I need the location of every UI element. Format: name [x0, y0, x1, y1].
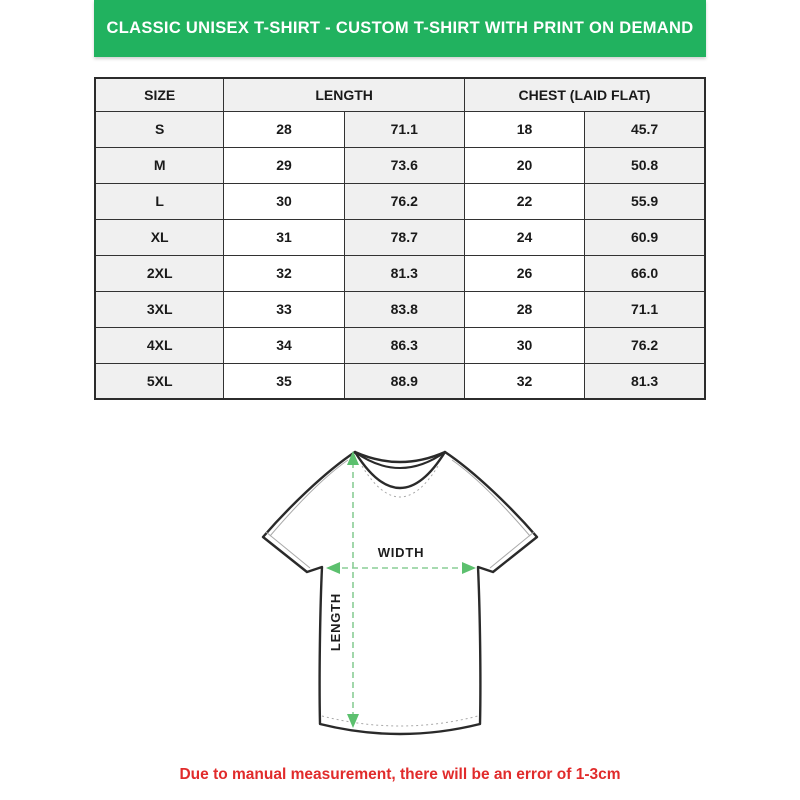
cell-chest-in: 22 — [464, 183, 584, 219]
cell-size: L — [95, 183, 224, 219]
size-row-4xl — [95, 327, 705, 363]
cell-length-in: 32 — [224, 255, 344, 291]
cell-length-in: 30 — [224, 183, 344, 219]
size-row-2xl — [95, 255, 705, 291]
size-chart-table — [94, 77, 706, 400]
header-row — [95, 78, 705, 111]
tshirt-diagram-svg — [250, 440, 550, 750]
page-title: CLASSIC UNISEX T-SHIRT - CUSTOM T-SHIRT WITH PRINT ON DEMAND — [106, 19, 694, 37]
size-row-xl — [95, 219, 705, 255]
col-header-chest: CHEST (LAID FLAT) — [464, 78, 705, 111]
cell-length-in: 29 — [224, 147, 344, 183]
size-row-s — [95, 111, 705, 147]
size-table-body — [95, 111, 705, 399]
size-row-m — [95, 147, 705, 183]
cell-chest-cm: 76.2 — [585, 327, 705, 363]
size-row-l — [95, 183, 705, 219]
page — [94, 0, 706, 784]
cell-chest-in: 28 — [464, 291, 584, 327]
cell-length-cm: 83.8 — [344, 291, 464, 327]
cell-size: M — [95, 147, 224, 183]
cell-length-in: 35 — [224, 363, 344, 399]
title-banner — [94, 0, 706, 57]
cell-size: 4XL — [95, 327, 224, 363]
cell-chest-cm: 50.8 — [585, 147, 705, 183]
size-chart-header — [95, 78, 705, 111]
cell-length-cm: 78.7 — [344, 219, 464, 255]
cell-size: 3XL — [95, 291, 224, 327]
col-header-length: LENGTH — [224, 78, 465, 111]
col-header-size: SIZE — [95, 78, 224, 111]
cell-chest-in: 18 — [464, 111, 584, 147]
cell-chest-cm: 55.9 — [585, 183, 705, 219]
cell-length-cm: 86.3 — [344, 327, 464, 363]
cell-length-in: 33 — [224, 291, 344, 327]
cell-chest-in: 20 — [464, 147, 584, 183]
cell-chest-cm: 66.0 — [585, 255, 705, 291]
width-label: WIDTH — [377, 545, 425, 560]
tshirt-measurement-diagram — [250, 440, 550, 750]
cell-length-cm: 71.1 — [344, 111, 464, 147]
cell-chest-cm: 71.1 — [585, 291, 705, 327]
cell-length-in: 31 — [224, 219, 344, 255]
cell-size: 2XL — [95, 255, 224, 291]
cell-length-cm: 73.6 — [344, 147, 464, 183]
measurement-error-note: Due to manual measurement, there will be an error of 1-3cm — [179, 766, 621, 783]
cell-length-cm: 88.9 — [344, 363, 464, 399]
cell-chest-in: 32 — [464, 363, 584, 399]
cell-length-cm: 76.2 — [344, 183, 464, 219]
cell-chest-cm: 81.3 — [585, 363, 705, 399]
cell-length-in: 28 — [224, 111, 344, 147]
cell-chest-in: 24 — [464, 219, 584, 255]
tshirt-body — [263, 452, 537, 734]
cell-size: XL — [95, 219, 224, 255]
cell-size: 5XL — [95, 363, 224, 399]
cell-size: S — [95, 111, 224, 147]
size-row-3xl — [95, 291, 705, 327]
cell-chest-in: 30 — [464, 327, 584, 363]
cell-length-cm: 81.3 — [344, 255, 464, 291]
tshirt-outline — [263, 452, 537, 734]
length-label: LENGTH — [328, 592, 343, 652]
cell-chest-in: 26 — [464, 255, 584, 291]
cell-chest-cm: 60.9 — [585, 219, 705, 255]
cell-length-in: 34 — [224, 327, 344, 363]
size-row-5xl — [95, 363, 705, 399]
cell-chest-cm: 45.7 — [585, 111, 705, 147]
